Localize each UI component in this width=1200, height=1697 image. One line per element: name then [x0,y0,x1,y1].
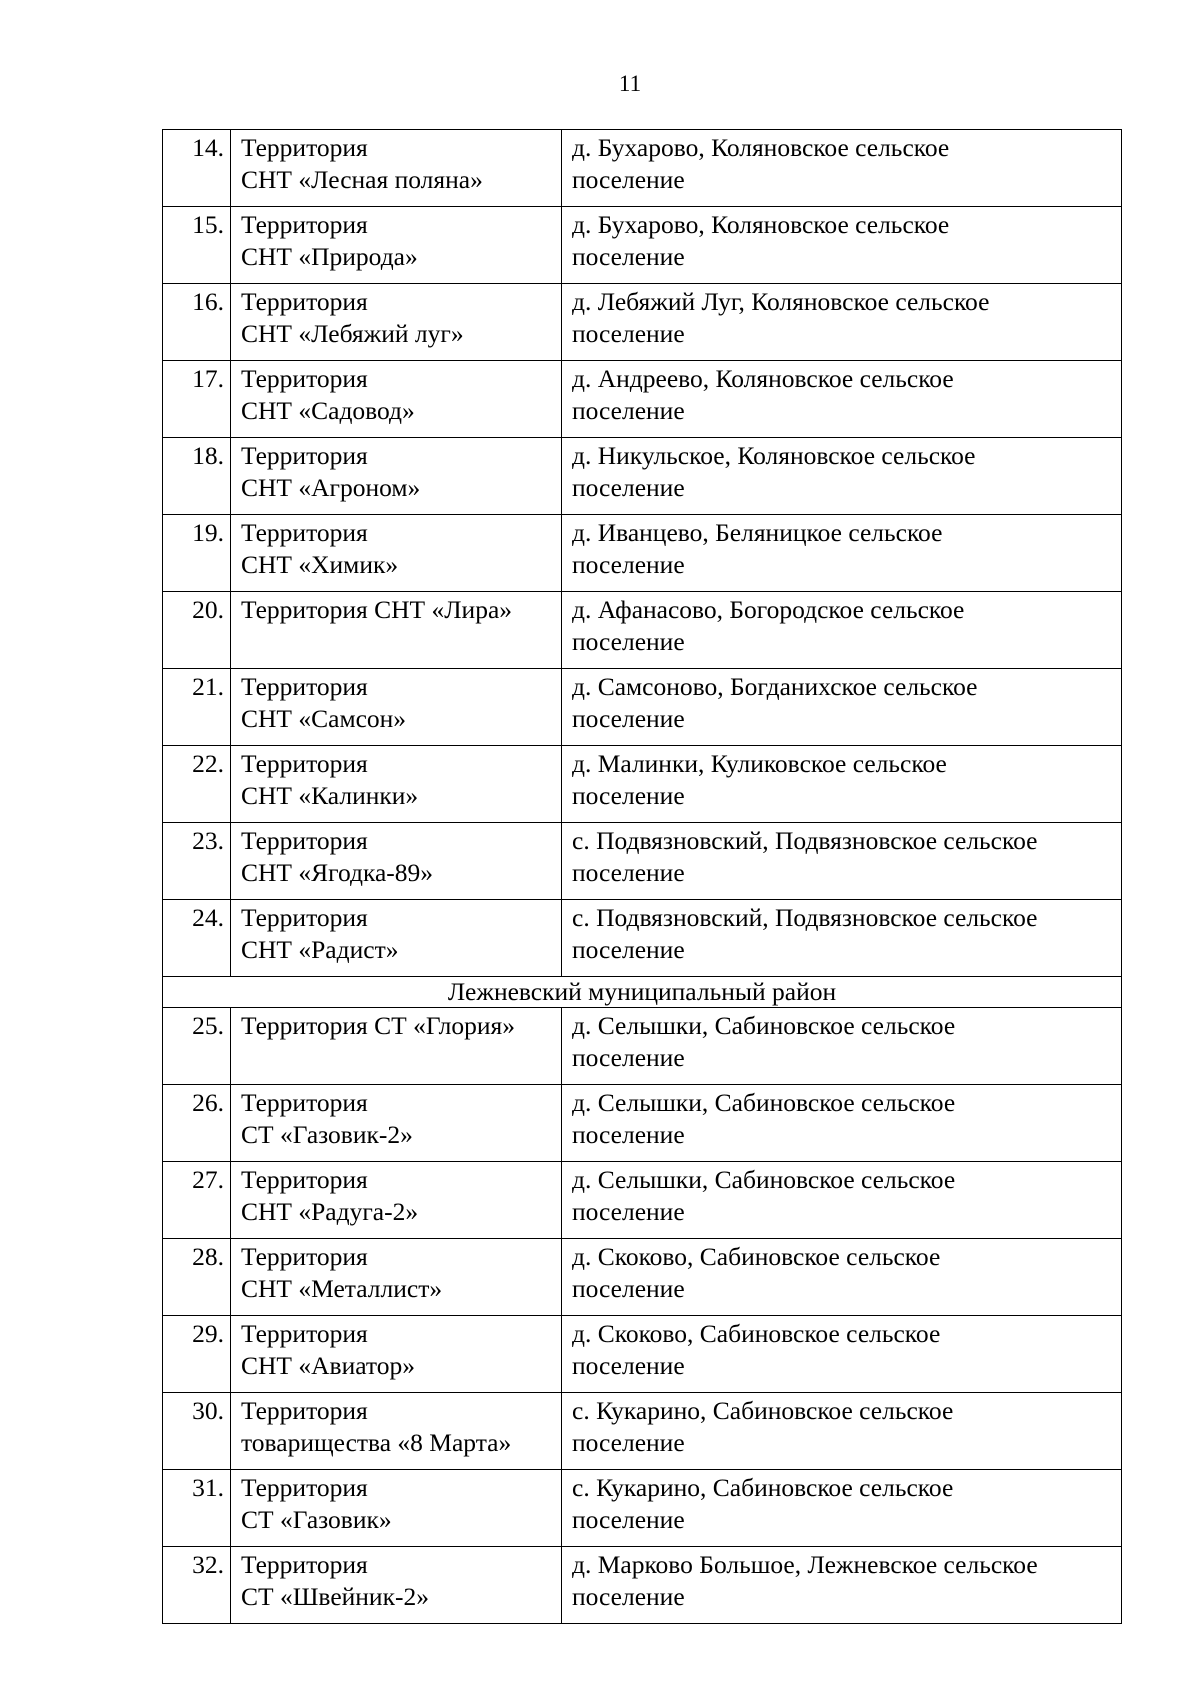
location-line: д. Андреево, Коляновское сельское [572,364,954,393]
location-line: поселение [572,242,685,271]
territory-name-cell [231,130,562,207]
table-row [163,1470,1122,1547]
location-cell [562,130,1122,207]
table-row [163,438,1122,515]
location-line: поселение [572,1505,685,1534]
location-line: поселение [572,319,685,348]
location-line: д. Малинки, Куликовское сельское [572,749,947,778]
territory-name-line: Территория СНТ «Лира» [241,595,513,624]
territory-name-line: Территория [241,441,368,470]
row-number: 29. [163,1316,231,1393]
territory-name-line: Территория [241,672,368,701]
location-line: поселение [572,550,685,579]
territory-name-line: СТ «Швейник-2» [241,1582,429,1611]
location-line: д. Селышки, Сабиновское сельское [572,1088,956,1117]
territory-name-line: Территория [241,1088,368,1117]
table-row [163,284,1122,361]
location-line: поселение [572,1351,685,1380]
territory-name-cell [231,207,562,284]
location-line: поселение [572,473,685,502]
location-line: поселение [572,1274,685,1303]
location-line: д. Лебяжий Луг, Коляновское сельское [572,287,990,316]
section-heading-body [163,977,1122,1008]
row-number: 27. [163,1162,231,1239]
location-cell [562,1393,1122,1470]
territory-name-cell [231,1162,562,1239]
table-row [163,515,1122,592]
territory-name-cell [231,1393,562,1470]
table-row [163,1316,1122,1393]
row-number: 20. [163,592,231,669]
territory-name-line: СНТ «Радист» [241,935,399,964]
location-line: с. Кукарино, Сабиновское сельское [572,1396,954,1425]
row-number: 23. [163,823,231,900]
territory-name-line: Территория [241,1473,368,1502]
territory-name-line: СНТ «Садовод» [241,396,415,425]
territory-name-line: СНТ «Авиатор» [241,1351,415,1380]
row-number: 14. [163,130,231,207]
location-line: д. Афанасово, Богородское сельское [572,595,965,624]
location-line: с. Подвязновский, Подвязновское сельское [572,826,1038,855]
location-line: д. Марково Большое, Лежневское сельское [572,1550,1038,1579]
territory-name-line: Территория [241,826,368,855]
territory-name-line: СНТ «Металлист» [241,1274,443,1303]
page-number: 11 [618,71,642,96]
territory-name-line: Территория [241,518,368,547]
territory-name-line: Территория [241,1396,368,1425]
territory-name-cell [231,900,562,977]
location-line: поселение [572,1120,685,1149]
territory-name-line: СТ «Газовик-2» [241,1120,413,1149]
location-line: д. Скоково, Сабиновское сельское [572,1319,941,1348]
table-row [163,1085,1122,1162]
territory-name-line: СНТ «Радуга-2» [241,1197,419,1226]
territory-name-line: СНТ «Химик» [241,550,399,579]
territory-name-line: Территория [241,1550,368,1579]
location-cell [562,669,1122,746]
territory-name-cell [231,284,562,361]
table-row [163,1547,1122,1624]
location-cell [562,1239,1122,1316]
territories-table [162,129,1122,1624]
territory-name-line: Территория [241,210,368,239]
table-row [163,746,1122,823]
territory-name-cell [231,592,562,669]
territory-name-cell [231,823,562,900]
territory-name-line: Территория [241,1165,368,1194]
section-heading: Лежневский муниципальный район [163,977,1122,1008]
territory-name-line: СНТ «Калинки» [241,781,419,810]
table-row [163,361,1122,438]
territory-name-line: Территория [241,287,368,316]
row-number: 22. [163,746,231,823]
row-number: 30. [163,1393,231,1470]
territory-name-line: СНТ «Лебяжий луг» [241,319,464,348]
location-line: д. Бухарово, Коляновское сельское [572,210,950,239]
location-cell [562,746,1122,823]
location-cell [562,1162,1122,1239]
row-number: 26. [163,1085,231,1162]
location-line: поселение [572,1582,685,1611]
location-cell [562,823,1122,900]
territory-name-line: Территория [241,903,368,932]
territory-name-line: СНТ «Самсон» [241,704,407,733]
location-cell [562,438,1122,515]
territory-name-line: Территория [241,1319,368,1348]
location-line: поселение [572,1428,685,1457]
location-cell [562,1316,1122,1393]
row-number: 17. [163,361,231,438]
territory-name-cell [231,1547,562,1624]
location-line: с. Подвязновский, Подвязновское сельское [572,903,1038,932]
territory-name-line: Территория СТ «Глория» [241,1011,516,1040]
territory-name-line: товарищества «8 Марта» [241,1428,512,1457]
location-cell [562,1470,1122,1547]
location-cell [562,592,1122,669]
territory-name-cell [231,669,562,746]
territory-name-cell [231,438,562,515]
row-number: 19. [163,515,231,592]
territory-name-line: Территория [241,749,368,778]
location-line: поселение [572,858,685,887]
location-line: поселение [572,704,685,733]
table-body-part-1 [163,130,1122,977]
row-number: 31. [163,1470,231,1547]
table-row [163,1162,1122,1239]
location-cell [562,900,1122,977]
table-row [163,130,1122,207]
row-number: 15. [163,207,231,284]
location-line: поселение [572,1197,685,1226]
table-row [163,1393,1122,1470]
location-line: д. Иванцево, Беляницкое сельское [572,518,943,547]
row-number: 32. [163,1547,231,1624]
territory-name-cell [231,1316,562,1393]
table-row [163,592,1122,669]
location-line: с. Кукарино, Сабиновское сельское [572,1473,954,1502]
table-row [163,900,1122,977]
territory-name-line: Территория [241,364,368,393]
territory-name-cell [231,746,562,823]
territory-name-cell [231,1239,562,1316]
location-cell [562,515,1122,592]
table-row [163,1239,1122,1316]
location-line: д. Самсоново, Богданихское сельское [572,672,978,701]
territory-name-line: СТ «Газовик» [241,1505,392,1534]
location-line: поселение [572,627,685,656]
territory-name-line: СНТ «Агроном» [241,473,421,502]
location-cell [562,361,1122,438]
location-cell [562,1085,1122,1162]
table-row [163,207,1122,284]
location-line: поселение [572,165,685,194]
location-cell [562,284,1122,361]
location-line: поселение [572,1043,685,1072]
location-line: д. Селышки, Сабиновское сельское [572,1011,956,1040]
territory-name-cell [231,1008,562,1085]
territory-name-cell [231,515,562,592]
row-number: 28. [163,1239,231,1316]
row-number: 16. [163,284,231,361]
territory-name-cell [231,1085,562,1162]
table-row [163,823,1122,900]
table-row [163,1008,1122,1085]
location-line: поселение [572,935,685,964]
location-line: д. Скоково, Сабиновское сельское [572,1242,941,1271]
section-row [163,977,1122,1008]
table-body-part-2 [163,1008,1122,1624]
territory-name-line: СНТ «Лесная поляна» [241,165,483,194]
location-cell [562,1547,1122,1624]
location-line: д. Бухарово, Коляновское сельское [572,133,950,162]
territory-name-cell [231,1470,562,1547]
location-cell [562,1008,1122,1085]
row-number: 25. [163,1008,231,1085]
table-row [163,669,1122,746]
location-cell [562,207,1122,284]
territory-name-cell [231,361,562,438]
territory-name-line: Территория [241,1242,368,1271]
territory-name-line: СНТ «Природа» [241,242,418,271]
location-line: д. Селышки, Сабиновское сельское [572,1165,956,1194]
territory-name-line: Территория [241,133,368,162]
location-line: поселение [572,781,685,810]
row-number: 18. [163,438,231,515]
row-number: 21. [163,669,231,746]
location-line: д. Никульское, Коляновское сельское [572,441,976,470]
territory-name-line: СНТ «Ягодка-89» [241,858,434,887]
row-number: 24. [163,900,231,977]
location-line: поселение [572,396,685,425]
